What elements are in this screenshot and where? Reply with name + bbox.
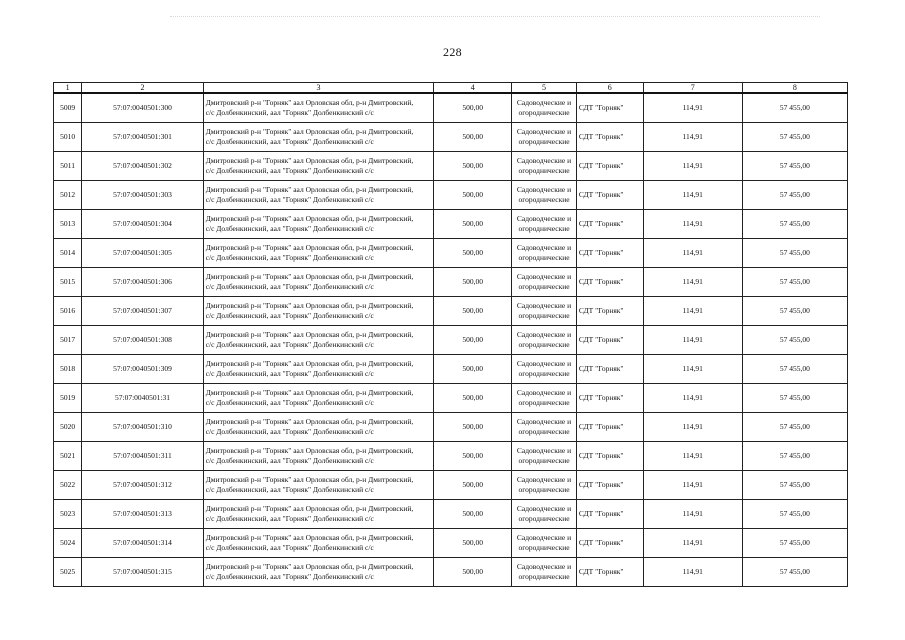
owner-cell: СДТ "Горняк" bbox=[576, 500, 643, 529]
rate-cell: 114,91 bbox=[643, 355, 742, 384]
land-use-cell bbox=[512, 123, 577, 152]
address-line-1: Дмитровский р-н "Горняк" аал Орловская обл, р-н Дмитровский, bbox=[205, 301, 414, 310]
area-cell: 500,00 bbox=[434, 123, 512, 152]
cadastral-value-cell: 57 455,00 bbox=[742, 268, 847, 297]
land-use-line-1: Садоводческие и bbox=[516, 214, 572, 223]
cadastral-number-cell: 57:07:0040501:307 bbox=[82, 297, 203, 326]
address-line-1: Дмитровский р-н "Горняк" аал Орловская обл, р-н Дмитровский, bbox=[205, 417, 414, 426]
land-use-line-2: огороднические bbox=[518, 572, 570, 581]
land-use-line-2: огороднические bbox=[518, 166, 570, 175]
address-line-1: Дмитровский р-н "Горняк" аал Орловская обл, р-н Дмитровский, bbox=[205, 533, 414, 542]
cadastral-number-cell: 57:07:0040501:314 bbox=[82, 529, 203, 558]
owner-cell: СДТ "Горняк" bbox=[576, 210, 643, 239]
rate-cell: 114,91 bbox=[643, 93, 742, 123]
area-cell: 500,00 bbox=[434, 297, 512, 326]
rate-cell: 114,91 bbox=[643, 384, 742, 413]
land-use-cell bbox=[512, 442, 577, 471]
address-line-2: с/с Долбенкинский, аал "Горняк" Долбенкинский с/с bbox=[205, 543, 374, 552]
table-row bbox=[54, 152, 848, 181]
rate-cell: 114,91 bbox=[643, 268, 742, 297]
cadastral-number-cell: 57:07:0040501:308 bbox=[82, 326, 203, 355]
rate-cell: 114,91 bbox=[643, 529, 742, 558]
area-cell: 500,00 bbox=[434, 442, 512, 471]
address-line-2: с/с Долбенкинский, аал "Горняк" Долбенкинский с/с bbox=[205, 108, 374, 117]
rate-cell: 114,91 bbox=[643, 326, 742, 355]
cadastral-value-cell: 57 455,00 bbox=[742, 471, 847, 500]
address-cell bbox=[203, 181, 434, 210]
table-row bbox=[54, 442, 848, 471]
owner-cell: СДТ "Горняк" bbox=[576, 152, 643, 181]
address-line-2: с/с Долбенкинский, аал "Горняк" Долбенкинский с/с bbox=[205, 137, 374, 146]
area-cell: 500,00 bbox=[434, 355, 512, 384]
land-use-line-2: огороднические bbox=[518, 398, 570, 407]
address-cell bbox=[203, 152, 434, 181]
land-use-cell bbox=[512, 239, 577, 268]
row-number-cell: 5012 bbox=[54, 181, 82, 210]
cadastral-number-cell: 57:07:0040501:300 bbox=[82, 93, 203, 123]
area-cell: 500,00 bbox=[434, 93, 512, 123]
address-cell bbox=[203, 326, 434, 355]
cadastral-number-cell: 57:07:0040501:304 bbox=[82, 210, 203, 239]
address-cell bbox=[203, 413, 434, 442]
address-line-1: Дмитровский р-н "Горняк" аал Орловская обл, р-н Дмитровский, bbox=[205, 98, 414, 107]
land-use-cell bbox=[512, 326, 577, 355]
address-line-1: Дмитровский р-н "Горняк" аал Орловская обл, р-н Дмитровский, bbox=[205, 272, 414, 281]
cadastral-number-cell: 57:07:0040501:303 bbox=[82, 181, 203, 210]
table-row bbox=[54, 181, 848, 210]
row-number-cell: 5020 bbox=[54, 413, 82, 442]
scan-artifact-dots bbox=[170, 16, 820, 21]
area-cell: 500,00 bbox=[434, 326, 512, 355]
address-cell bbox=[203, 123, 434, 152]
cadastral-value-cell: 57 455,00 bbox=[742, 239, 847, 268]
cadastral-number-cell: 57:07:0040501:313 bbox=[82, 500, 203, 529]
rate-cell: 114,91 bbox=[643, 413, 742, 442]
row-number-cell: 5017 bbox=[54, 326, 82, 355]
column-header: 1 bbox=[54, 83, 82, 94]
address-line-2: с/с Долбенкинский, аал "Горняк" Долбенкинский с/с bbox=[205, 166, 374, 175]
address-line-1: Дмитровский р-н "Горняк" аал Орловская обл, р-н Дмитровский, bbox=[205, 127, 414, 136]
address-cell bbox=[203, 529, 434, 558]
table-row bbox=[54, 93, 848, 123]
land-use-cell bbox=[512, 471, 577, 500]
rate-cell: 114,91 bbox=[643, 500, 742, 529]
land-use-line-1: Садоводческие и bbox=[516, 475, 572, 484]
row-number-cell: 5019 bbox=[54, 384, 82, 413]
owner-cell: СДТ "Горняк" bbox=[576, 239, 643, 268]
land-use-line-2: огороднические bbox=[518, 514, 570, 523]
address-cell bbox=[203, 268, 434, 297]
land-use-line-2: огороднические bbox=[518, 137, 570, 146]
cadastral-number-cell: 57:07:0040501:312 bbox=[82, 471, 203, 500]
owner-cell: СДТ "Горняк" bbox=[576, 529, 643, 558]
table-row bbox=[54, 355, 848, 384]
rate-cell: 114,91 bbox=[643, 181, 742, 210]
land-use-line-2: огороднические bbox=[518, 456, 570, 465]
row-number-cell: 5018 bbox=[54, 355, 82, 384]
cadastral-number-cell: 57:07:0040501:31 bbox=[82, 384, 203, 413]
address-line-2: с/с Долбенкинский, аал "Горняк" Долбенкинский с/с bbox=[205, 514, 374, 523]
land-use-line-1: Садоводческие и bbox=[516, 185, 572, 194]
row-number-cell: 5021 bbox=[54, 442, 82, 471]
address-cell bbox=[203, 500, 434, 529]
address-line-2: с/с Долбенкинский, аал "Горняк" Долбенкинский с/с bbox=[205, 340, 374, 349]
address-line-2: с/с Долбенкинский, аал "Горняк" Долбенкинский с/с bbox=[205, 311, 374, 320]
owner-cell: СДТ "Горняк" bbox=[576, 471, 643, 500]
address-line-2: с/с Долбенкинский, аал "Горняк" Долбенкинский с/с bbox=[205, 369, 374, 378]
table-row bbox=[54, 558, 848, 587]
address-line-2: с/с Долбенкинский, аал "Горняк" Долбенкинский с/с bbox=[205, 427, 374, 436]
table-header bbox=[54, 83, 848, 94]
column-header: 5 bbox=[512, 83, 577, 94]
row-number-cell: 5013 bbox=[54, 210, 82, 239]
table-row bbox=[54, 210, 848, 239]
rate-cell: 114,91 bbox=[643, 239, 742, 268]
row-number-cell: 5011 bbox=[54, 152, 82, 181]
column-header: 8 bbox=[742, 83, 847, 94]
area-cell: 500,00 bbox=[434, 181, 512, 210]
row-number-cell: 5022 bbox=[54, 471, 82, 500]
cadastral-value-cell: 57 455,00 bbox=[742, 558, 847, 587]
area-cell: 500,00 bbox=[434, 210, 512, 239]
area-cell: 500,00 bbox=[434, 384, 512, 413]
cadastral-value-cell: 57 455,00 bbox=[742, 355, 847, 384]
cadastral-number-cell: 57:07:0040501:310 bbox=[82, 413, 203, 442]
header-row bbox=[54, 83, 848, 94]
land-use-line-1: Садоводческие и bbox=[516, 417, 572, 426]
table-row bbox=[54, 384, 848, 413]
land-use-cell bbox=[512, 413, 577, 442]
cadastral-number-cell: 57:07:0040501:309 bbox=[82, 355, 203, 384]
owner-cell: СДТ "Горняк" bbox=[576, 355, 643, 384]
address-cell bbox=[203, 239, 434, 268]
row-number-cell: 5014 bbox=[54, 239, 82, 268]
land-use-line-2: огороднические bbox=[518, 311, 570, 320]
address-line-2: с/с Долбенкинский, аал "Горняк" Долбенкинский с/с bbox=[205, 253, 374, 262]
table-row bbox=[54, 268, 848, 297]
land-use-cell bbox=[512, 384, 577, 413]
page-number: 228 bbox=[443, 45, 462, 59]
row-number-cell: 5025 bbox=[54, 558, 82, 587]
area-cell: 500,00 bbox=[434, 268, 512, 297]
cadastral-value-cell: 57 455,00 bbox=[742, 384, 847, 413]
land-use-cell bbox=[512, 152, 577, 181]
table-row bbox=[54, 471, 848, 500]
table-row bbox=[54, 123, 848, 152]
table-row bbox=[54, 239, 848, 268]
area-cell: 500,00 bbox=[434, 152, 512, 181]
address-line-2: с/с Долбенкинский, аал "Горняк" Долбенкинский с/с bbox=[205, 572, 374, 581]
address-cell bbox=[203, 297, 434, 326]
owner-cell: СДТ "Горняк" bbox=[576, 123, 643, 152]
cadastral-value-cell: 57 455,00 bbox=[742, 210, 847, 239]
area-cell: 500,00 bbox=[434, 471, 512, 500]
area-cell: 500,00 bbox=[434, 500, 512, 529]
address-line-2: с/с Долбенкинский, аал "Горняк" Долбенкинский с/с bbox=[205, 195, 374, 204]
area-cell: 500,00 bbox=[434, 529, 512, 558]
address-cell bbox=[203, 558, 434, 587]
address-cell bbox=[203, 355, 434, 384]
land-use-line-2: огороднические bbox=[518, 195, 570, 204]
rate-cell: 114,91 bbox=[643, 471, 742, 500]
cadastral-number-cell: 57:07:0040501:306 bbox=[82, 268, 203, 297]
owner-cell: СДТ "Горняк" bbox=[576, 93, 643, 123]
land-use-cell bbox=[512, 268, 577, 297]
owner-cell: СДТ "Горняк" bbox=[576, 384, 643, 413]
row-number-cell: 5010 bbox=[54, 123, 82, 152]
cadastral-value-cell: 57 455,00 bbox=[742, 442, 847, 471]
area-cell: 500,00 bbox=[434, 413, 512, 442]
area-cell: 500,00 bbox=[434, 558, 512, 587]
land-use-line-2: огороднические bbox=[518, 369, 570, 378]
cadastral-number-cell: 57:07:0040501:311 bbox=[82, 442, 203, 471]
address-line-1: Дмитровский р-н "Горняк" аал Орловская обл, р-н Дмитровский, bbox=[205, 243, 414, 252]
column-header: 6 bbox=[576, 83, 643, 94]
column-header: 2 bbox=[82, 83, 203, 94]
land-use-cell bbox=[512, 210, 577, 239]
cadastral-number-cell: 57:07:0040501:302 bbox=[82, 152, 203, 181]
cadastral-value-cell: 57 455,00 bbox=[742, 93, 847, 123]
address-line-1: Дмитровский р-н "Горняк" аал Орловская обл, р-н Дмитровский, bbox=[205, 475, 414, 484]
cadastral-value-cell: 57 455,00 bbox=[742, 297, 847, 326]
column-header: 4 bbox=[434, 83, 512, 94]
address-line-1: Дмитровский р-н "Горняк" аал Орловская обл, р-н Дмитровский, bbox=[205, 185, 414, 194]
table-row bbox=[54, 413, 848, 442]
land-use-cell bbox=[512, 355, 577, 384]
rate-cell: 114,91 bbox=[643, 123, 742, 152]
land-use-cell bbox=[512, 181, 577, 210]
table-row bbox=[54, 297, 848, 326]
rate-cell: 114,91 bbox=[643, 297, 742, 326]
cadastral-value-cell: 57 455,00 bbox=[742, 326, 847, 355]
row-number-cell: 5024 bbox=[54, 529, 82, 558]
row-number-cell: 5016 bbox=[54, 297, 82, 326]
land-registry-table bbox=[53, 82, 848, 587]
owner-cell: СДТ "Горняк" bbox=[576, 413, 643, 442]
area-cell: 500,00 bbox=[434, 239, 512, 268]
row-number-cell: 5009 bbox=[54, 93, 82, 123]
land-use-line-1: Садоводческие и bbox=[516, 98, 572, 107]
address-line-1: Дмитровский р-н "Горняк" аал Орловская обл, р-н Дмитровский, bbox=[205, 388, 414, 397]
land-use-line-1: Садоводческие и bbox=[516, 272, 572, 281]
table-row bbox=[54, 326, 848, 355]
cadastral-value-cell: 57 455,00 bbox=[742, 181, 847, 210]
address-line-2: с/с Долбенкинский, аал "Горняк" Долбенкинский с/с bbox=[205, 398, 374, 407]
land-use-cell bbox=[512, 558, 577, 587]
land-use-line-1: Садоводческие и bbox=[516, 359, 572, 368]
table-row bbox=[54, 500, 848, 529]
address-line-1: Дмитровский р-н "Горняк" аал Орловская обл, р-н Дмитровский, bbox=[205, 330, 414, 339]
address-line-2: с/с Долбенкинский, аал "Горняк" Долбенкинский с/с bbox=[205, 456, 374, 465]
cadastral-value-cell: 57 455,00 bbox=[742, 413, 847, 442]
cadastral-number-cell: 57:07:0040501:305 bbox=[82, 239, 203, 268]
land-use-line-1: Садоводческие и bbox=[516, 533, 572, 542]
land-use-line-2: огороднические bbox=[518, 108, 570, 117]
address-cell bbox=[203, 210, 434, 239]
cadastral-number-cell: 57:07:0040501:315 bbox=[82, 558, 203, 587]
owner-cell: СДТ "Горняк" bbox=[576, 268, 643, 297]
address-line-1: Дмитровский р-н "Горняк" аал Орловская обл, р-н Дмитровский, bbox=[205, 504, 414, 513]
cadastral-value-cell: 57 455,00 bbox=[742, 529, 847, 558]
address-line-1: Дмитровский р-н "Горняк" аал Орловская обл, р-н Дмитровский, bbox=[205, 214, 414, 223]
owner-cell: СДТ "Горняк" bbox=[576, 558, 643, 587]
address-line-2: с/с Долбенкинский, аал "Горняк" Долбенкинский с/с bbox=[205, 485, 374, 494]
land-use-line-2: огороднические bbox=[518, 340, 570, 349]
land-use-line-2: огороднические bbox=[518, 282, 570, 291]
address-line-1: Дмитровский р-н "Горняк" аал Орловская обл, р-н Дмитровский, bbox=[205, 359, 414, 368]
address-line-2: с/с Долбенкинский, аал "Горняк" Долбенкинский с/с bbox=[205, 224, 374, 233]
column-header: 3 bbox=[203, 83, 434, 94]
cadastral-value-cell: 57 455,00 bbox=[742, 500, 847, 529]
land-use-line-2: огороднические bbox=[518, 253, 570, 262]
address-line-1: Дмитровский р-н "Горняк" аал Орловская обл, р-н Дмитровский, bbox=[205, 156, 414, 165]
table-body bbox=[54, 93, 848, 587]
owner-cell: СДТ "Горняк" bbox=[576, 442, 643, 471]
land-use-line-2: огороднические bbox=[518, 224, 570, 233]
land-use-line-2: огороднические bbox=[518, 543, 570, 552]
owner-cell: СДТ "Горняк" bbox=[576, 181, 643, 210]
rate-cell: 114,91 bbox=[643, 558, 742, 587]
land-use-line-1: Садоводческие и bbox=[516, 301, 572, 310]
land-use-line-1: Садоводческие и bbox=[516, 388, 572, 397]
table-row bbox=[54, 529, 848, 558]
cadastral-value-cell: 57 455,00 bbox=[742, 123, 847, 152]
cadastral-value-cell: 57 455,00 bbox=[742, 152, 847, 181]
address-line-1: Дмитровский р-н "Горняк" аал Орловская обл, р-н Дмитровский, bbox=[205, 446, 414, 455]
land-use-line-1: Садоводческие и bbox=[516, 156, 572, 165]
land-use-line-2: огороднические bbox=[518, 427, 570, 436]
address-cell bbox=[203, 384, 434, 413]
land-use-cell bbox=[512, 93, 577, 123]
row-number-cell: 5023 bbox=[54, 500, 82, 529]
land-use-line-1: Садоводческие и bbox=[516, 127, 572, 136]
land-use-line-1: Садоводческие и bbox=[516, 446, 572, 455]
land-use-line-2: огороднические bbox=[518, 485, 570, 494]
rate-cell: 114,91 bbox=[643, 442, 742, 471]
land-use-line-1: Садоводческие и bbox=[516, 243, 572, 252]
address-cell bbox=[203, 442, 434, 471]
land-use-cell bbox=[512, 297, 577, 326]
address-line-1: Дмитровский р-н "Горняк" аал Орловская обл, р-н Дмитровский, bbox=[205, 562, 414, 571]
rate-cell: 114,91 bbox=[643, 152, 742, 181]
cadastral-number-cell: 57:07:0040501:301 bbox=[82, 123, 203, 152]
owner-cell: СДТ "Горняк" bbox=[576, 326, 643, 355]
owner-cell: СДТ "Горняк" bbox=[576, 297, 643, 326]
rate-cell: 114,91 bbox=[643, 210, 742, 239]
address-line-2: с/с Долбенкинский, аал "Горняк" Долбенкинский с/с bbox=[205, 282, 374, 291]
land-use-cell bbox=[512, 500, 577, 529]
land-use-cell bbox=[512, 529, 577, 558]
row-number-cell: 5015 bbox=[54, 268, 82, 297]
column-header: 7 bbox=[643, 83, 742, 94]
address-cell bbox=[203, 471, 434, 500]
land-use-line-1: Садоводческие и bbox=[516, 330, 572, 339]
land-use-line-1: Садоводческие и bbox=[516, 562, 572, 571]
address-cell bbox=[203, 93, 434, 123]
land-use-line-1: Садоводческие и bbox=[516, 504, 572, 513]
